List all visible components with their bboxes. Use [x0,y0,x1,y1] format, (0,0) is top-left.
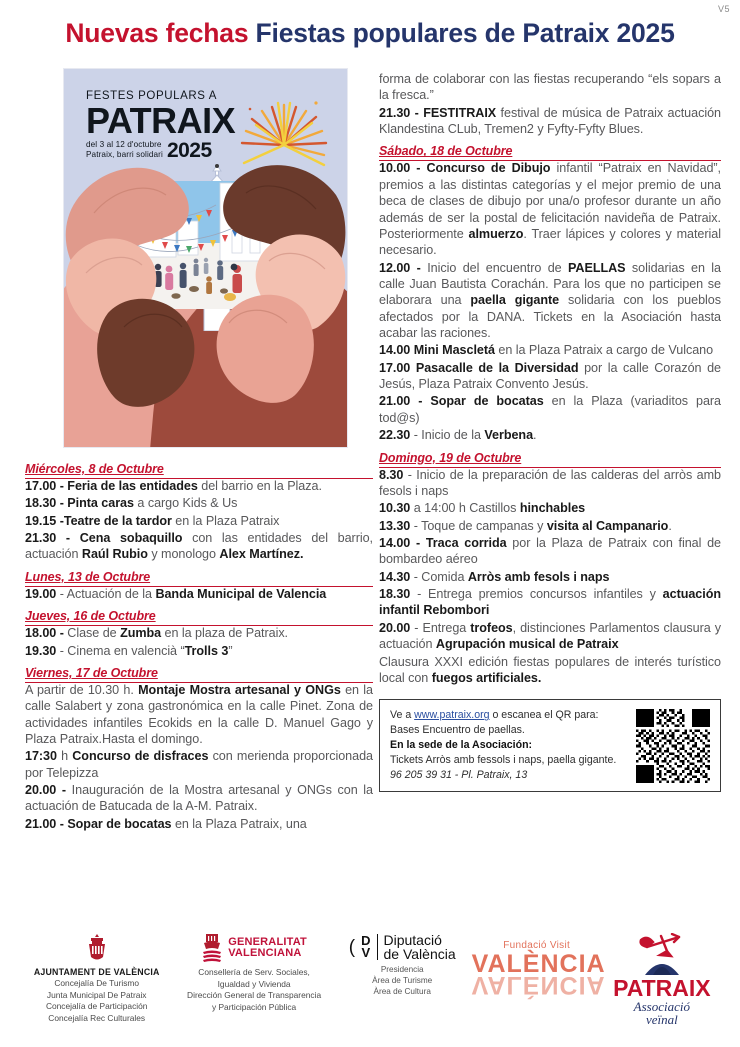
info-line-1-post: o escanea el QR para: [489,709,599,722]
logo-fundacio-visit-valencia [471,933,606,999]
poster-line-1: FESTES POPULARS A [86,90,217,102]
ajuntament-name: AJUNTAMENT DE VALÈNCIA [33,967,160,977]
version-mark: V5 [717,4,730,14]
logo-patraix-associacio-veinal [602,933,722,1026]
dv-divider [377,934,378,960]
schedule-left-list [25,462,373,832]
diputacio-line-1: Presidencia [380,964,424,974]
schedule-entry: 14.00 - Traca corrida por la Plaza de Patraix con final de bombardeo aéreo [379,535,721,567]
generalitat-line-3: Dirección General de Transparencia [187,990,322,1001]
schedule-entry: 22.30 - Inicio de la Verbena. [379,428,537,443]
poster-year: 2025 [166,139,212,163]
ajuntament-line-4: Concejalía Rec Culturales [48,1012,146,1023]
info-box [379,699,721,792]
diputacio-line-2: Àrea de Turisme [372,975,433,985]
logo-generalitat-valenciana [175,933,332,1013]
schedule-entry: 10.00 - Concurso de Dibujo infantil “Patraix en Navidad”, premios a las distintas categorías y el mejor premio de una beca de clases de dibujo por una/o profesor durante un año además de ser la postal de felicitación navideña de Patraix. Posteriormente almuerzo. Traer lápices y colores y material necesario. [379,161,721,258]
schedule-day-heading: Viernes, 17 de Octubre [25,666,373,681]
info-line-3-bold: En la sede de la Asociación: [390,739,533,752]
generalitat-line-2: Igualdad y Vivienda [217,978,291,989]
schedule-entry: 17:30 h Concurso de disfraces con merienda proporcionada por Telepizza [25,749,374,780]
diputacio-brand-line-2: de València [383,946,456,963]
schedule-entry: 21.00 - Sopar de bocatas en la Plaza Patraix, una [25,816,307,831]
dv-bracket-icon: ( [348,936,356,958]
schedule-day-heading: Jueves, 16 de Octubre [25,609,373,624]
schedule-entry: 14.30 - Comida Arròs amb fesols i naps [379,569,610,584]
schedule-entry: 21.00 - Sopar de bocatas en la Plaza (variaditos para tod@s) [379,394,722,425]
sponsor-footer [0,933,740,1041]
diputacio-brand-line-1: Diputació [383,932,442,948]
left-column [25,62,373,832]
info-line-1-pre: Ve a [390,709,415,722]
info-line-2: Bases Encuentro de paellas. [390,724,525,737]
schedule-entry: 20.00 - Inauguración de la Mostra artesanal y ONGs con la actuación de Batucada de la A-M. Patraix. [25,783,373,814]
valencia-city-crest-icon [82,933,112,963]
fundacio-top-line: Fundació Visit [503,940,571,951]
schedule-entry: 21.30 - Cena sobaquillo con las entidades del barrio, actuación Raúl Rubio y monologo Alex Martínez. [25,531,373,562]
schedule-entry: 19.15 -Teatre de la tardor en la Plaza Patraix [25,513,280,528]
qr-code-icon[interactable] [636,709,710,783]
poster-line-2: PATRAIX [86,99,236,141]
ajuntament-line-2: Junta Municipal De Patraix [46,989,147,1000]
title-blue-part: Fiestas populares de Patraix 2025 [255,18,675,48]
patraix-wordmark: PATRAIX [613,975,711,1001]
schedule-entry: 18.00 - Clase de Zumba en la plaza de Patraix. [25,626,289,641]
generalitat-brand-line-2: VALENCIANA [228,947,302,959]
poster-headline [86,90,236,163]
generalitat-line-4: y Participación Pública [211,1001,297,1012]
schedule-entry: 18.30 - Entrega premios concursos infantiles y actuación infantil Rebombori [379,587,721,618]
generalitat-line-1: Consellería de Serv. Sociales, [198,967,310,977]
schedule-day-heading: Sábado, 18 de Octubre [379,144,721,159]
schedule-entry: 17.00 - Feria de las entidades del barrio en la Plaza. [25,479,322,493]
fundacio-wordmark-reflection: VALÈNCIA [471,970,606,999]
patraix-sub-line-1: Associació [633,998,690,1014]
info-contact-line: 96 205 39 31 - Pl. Patraix, 13 [390,769,528,782]
info-box-text [390,708,628,783]
ajuntament-line-1: Concejalía De Turismo [54,978,140,989]
right-column [379,70,721,792]
dv-letter-d: D [361,932,371,948]
generalitat-brand-line-1: GENERALITAT [228,935,307,948]
schedule-entry: 19.00 - Actuación de la Banda Municipal de Valencia [25,586,327,601]
logo-ajuntament-de-valencia [18,933,175,1025]
dv-letter-v: V [361,945,371,961]
info-line-3 [390,738,628,753]
logo-diputacio-de-valencia [333,933,472,997]
schedule-entry: 17.00 Pasacalle de la Diversidad por la calle Corazón de Jesús, Plaza Patraix Convento Jesús. [379,360,721,392]
ajuntament-line-3: Concejalía de Participación [45,1001,148,1012]
poster-subtitle: Patraix, barri solidari [86,149,163,159]
schedule-entry: 8.30 - Inicio de la preparación de las calderas del arròs amb fesols i naps [379,467,721,498]
schedule-entry: A partir de 10.30 h. Montaje Mostra artesanal y ONGs en la calle Salabert y zona gastronómica en la calle Pinet. Zona de actividades infantiles Ecokids en la calle D. Manuel Gago y Plaza Patraix.Hasta el domingo. [25,682,374,746]
dv-monogram [361,932,371,961]
fundacio-wordmark: VALÈNCIA [471,949,606,978]
generalitat-crest-icon [201,933,223,963]
schedule-entry: 14.00 Mini Mascletá en la Plaza Patraix a cargo de Vulcano [379,343,714,358]
schedule-right-list [379,71,721,686]
schedule-entry: 21.30 - FESTITRAIX festival de música de Patraix actuación Klandestina CLub, Tremen2 y Fyfty-Fyfty Blues. [379,105,721,137]
schedule-entry: forma de colaborar con las fiestas recuperando “els sopars a la fresca.” [379,72,721,103]
patraix-sub-line-2: veïnal [645,1011,678,1027]
page-title [0,18,740,49]
schedule-entry: 12.00 - Inicio del encuentro de PAELLAS solidarias en la calle Juan Bautista Corachán. Para los que no participen se elaborara una paella gigante solidaria con los pueblos afectados por la DANA. Tickets en la Asociación hasta acabar las raciones. [379,260,722,341]
title-red-part: Nuevas fechas [65,18,249,48]
hands-heart-illustration [64,165,347,425]
patraix-website-link[interactable]: www.patraix.org [414,709,490,722]
festival-poster-image [63,68,348,448]
info-line-4: Tickets Arròs amb fessols i naps, paella gigante. [390,754,617,767]
schedule-day-heading: Miércoles, 8 de Octubre [25,462,373,477]
schedule-entry: 20.00 - Entrega trofeos, distinciones Parlamentos clausura y actuación Agrupación musical de Patraix [379,620,722,652]
info-line-1 [390,708,628,723]
schedule-entry: 19.30 - Cinema en valencià “Trolls 3” [25,643,233,658]
schedule-entry: 18.30 - Pinta caras a cargo Kids & Us [25,496,238,511]
schedule-day-heading: Domingo, 19 de Octubre [379,451,721,466]
schedule-entry: 10.30 a 14:00 h Castillos hinchables [379,501,586,516]
schedule-entry: 13.30 - Toque de campanas y visita al Campanario. [379,518,672,533]
patraix-weathervane-icon [627,933,697,977]
diputacio-line-3: Àrea de Cultura [373,986,431,996]
poster-dates: del 3 al 12 d'octubre [86,139,162,149]
schedule-entry: Clausura XXXI edición fiestas populares de interés turístico local con fuegos artificiales. [379,654,721,685]
schedule-day-heading: Lunes, 13 de Octubre [25,570,373,585]
